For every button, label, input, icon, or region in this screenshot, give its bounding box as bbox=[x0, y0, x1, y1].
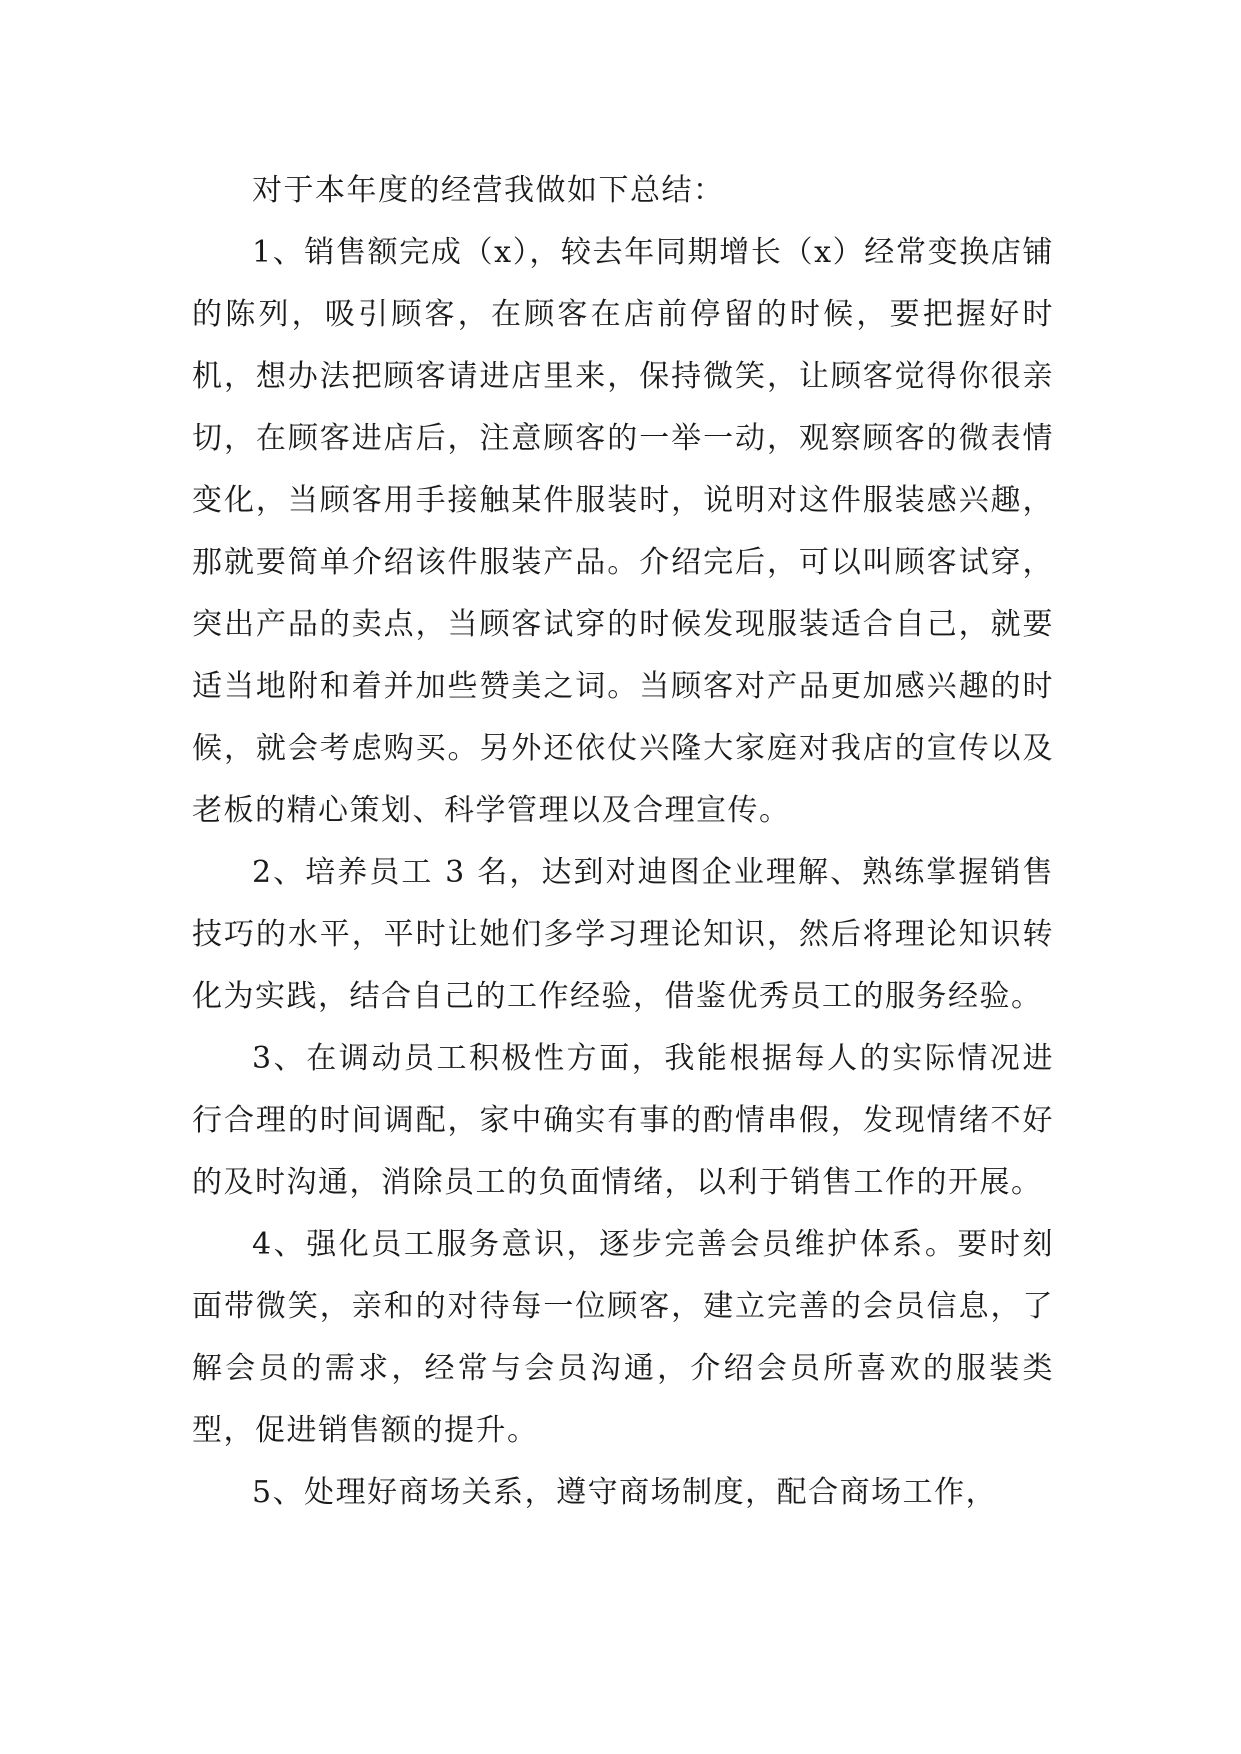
item-paragraph-3: 3、在调动员工积极性方面，我能根据每人的实际情况进行合理的时间调配，家中确实有事的酌情串假，发现情绪不好的及时沟通，消除员工的负面情绪，以利于销售工作的开展。 bbox=[192, 1041, 1054, 1200]
item-paragraph-5: 5、处理好商场关系，遵守商场制度，配合商场工作， bbox=[252, 1475, 998, 1510]
document-body bbox=[192, 160, 1054, 1524]
item-paragraph-4: 4、强化员工服务意识，逐步完善会员维护体系。要时刻面带微笑，亲和的对待每一位顾客，建立完善的会员信息，了解会员的需求，经常与会员沟通，介绍会员所喜欢的服装类型，促进销售额的提升。 bbox=[192, 1227, 1054, 1448]
intro-paragraph: 对于本年度的经营我做如下总结： bbox=[252, 173, 725, 208]
item-paragraph-1: 1、销售额完成（x），较去年同期增长（x）经常变换店铺的陈列，吸引顾客，在顾客在店前停留的时候，要把握好时机，想办法把顾客请进店里来，保持微笑，让顾客觉得你很亲切，在顾客进店后，注意顾客的一举一动，观察顾客的微表情变化，当顾客用手接触某件服装时，说明对这件服装感兴趣，那就要简单介绍该件服装产品。介绍完后，可以叫顾客试穿，突出产品的卖点，当顾客试穿的时候发现服装适合自己，就要适当地附和着并加些赞美之词。当顾客对产品更加感兴趣的时候，就会考虑购买。另外还依仗兴隆大家庭对我店的宣传以及老板的精心策划、科学管理以及合理宣传。 bbox=[192, 235, 1054, 828]
item-paragraph-2: 2、培养员工 3 名，达到对迪图企业理解、熟练掌握销售技巧的水平，平时让她们多学习理论知识，然后将理论知识转化为实践，结合自己的工作经验，借鉴优秀员工的服务经验。 bbox=[192, 855, 1054, 1014]
